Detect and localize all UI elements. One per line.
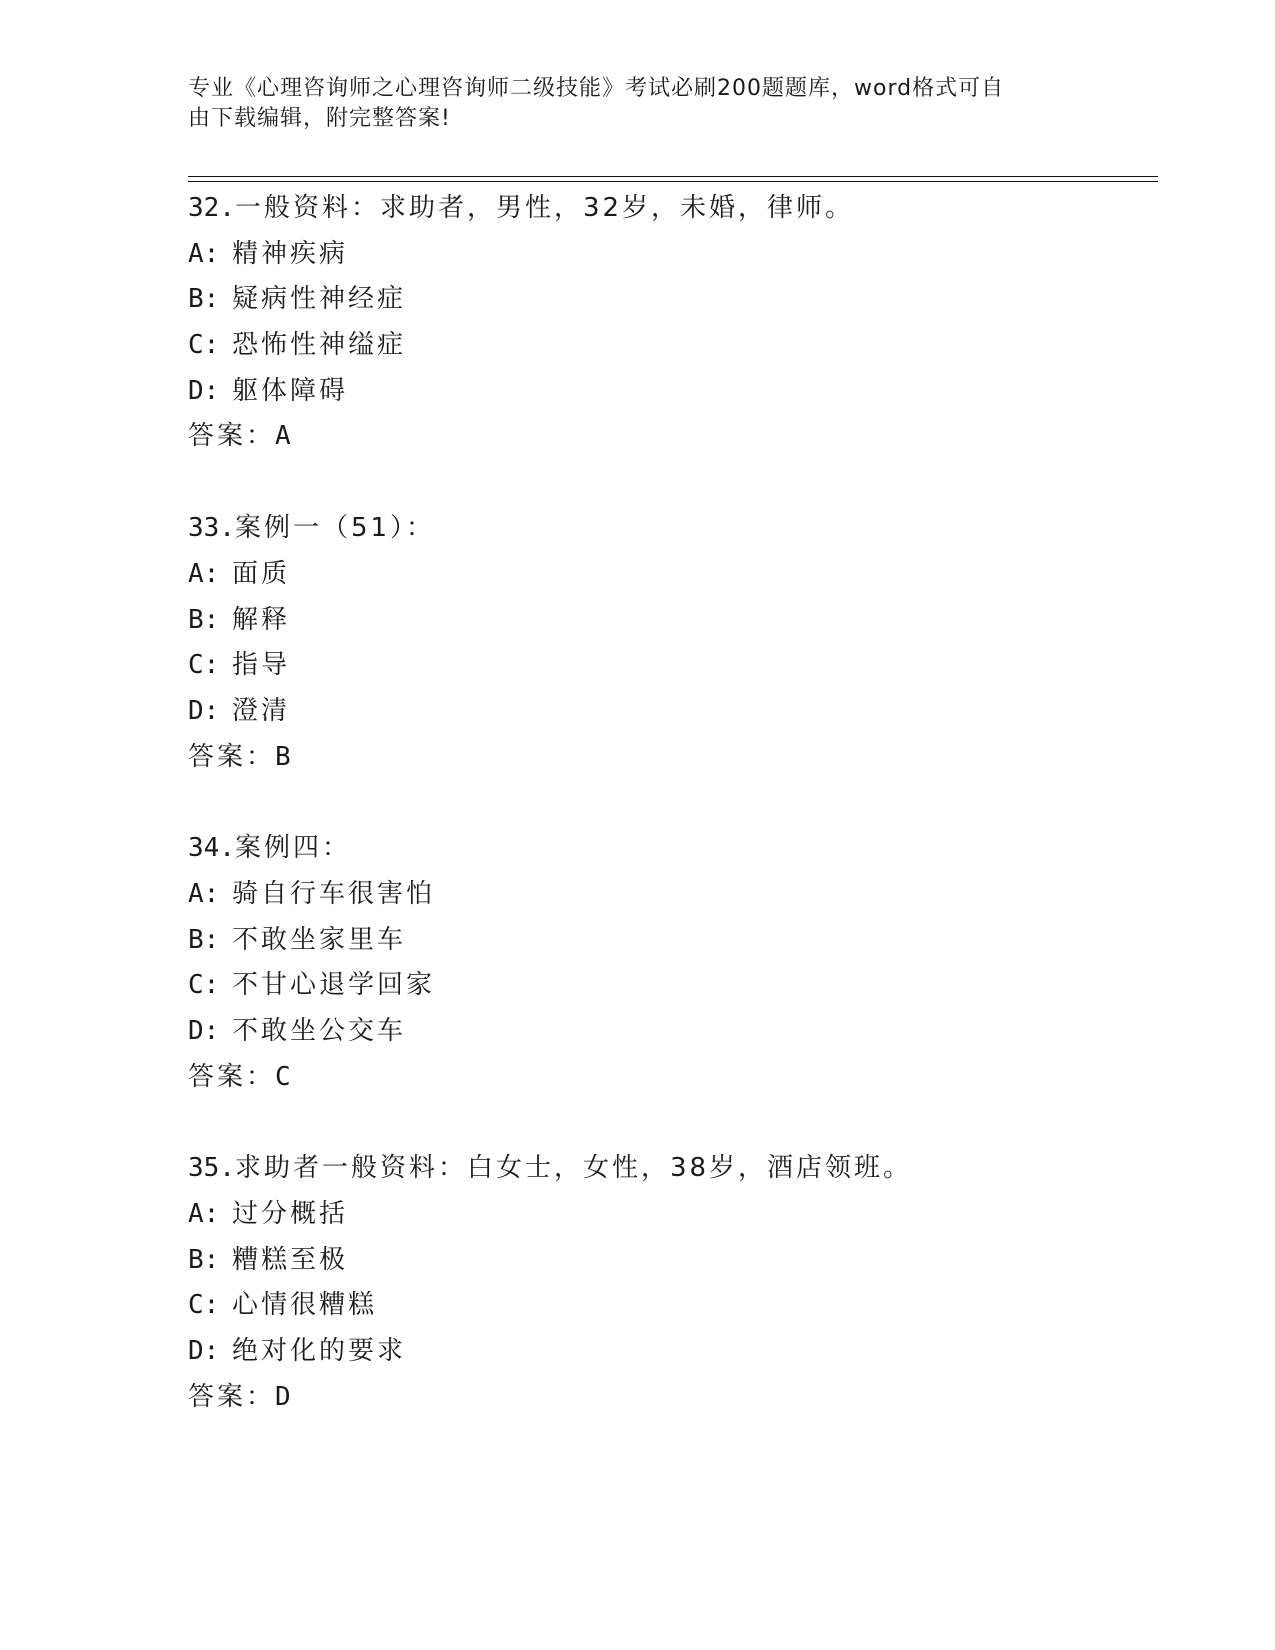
option-letter: C: (188, 650, 220, 681)
option-text: 过分概括 (232, 1199, 349, 1230)
option-letter: B: (188, 1244, 220, 1275)
answer-label: 答案： (188, 1061, 276, 1092)
answer-line (188, 414, 1148, 460)
question-number: 34. (188, 833, 235, 864)
option-letter: A: (188, 238, 220, 269)
option-d (188, 369, 1148, 415)
option-b (188, 277, 1148, 323)
option-letter: B: (188, 924, 220, 955)
option-letter: B: (188, 284, 220, 315)
option-letter: D: (188, 1016, 220, 1046)
option-text: 不敢坐公交车 (232, 1016, 407, 1046)
answer-line (188, 1055, 1148, 1101)
option-letter: A: (188, 1199, 220, 1230)
option-letter: C: (188, 330, 220, 361)
option-a (188, 232, 1148, 278)
option-text: 躯体障碍 (232, 375, 349, 406)
option-text: 糟糕至极 (232, 1244, 349, 1275)
option-letter: A: (188, 558, 220, 589)
option-text: 不甘心退学回家 (232, 970, 436, 1001)
header-rule-top (188, 176, 1158, 177)
option-text: 解释 (232, 604, 291, 635)
question-number: 32. (188, 193, 235, 223)
option-letter: D: (188, 695, 220, 726)
question-stem-line (188, 506, 1148, 552)
option-letter: C: (188, 1290, 220, 1321)
option-c (188, 643, 1148, 689)
option-text: 不敢坐家里车 (232, 924, 407, 955)
question-stem: 求助者一般资料：白女士，女性，38岁，酒店领班。 (234, 1153, 913, 1184)
question-stem: 案例四： (234, 833, 351, 864)
option-text: 心情很糟糕 (232, 1290, 378, 1321)
option-letter: A: (188, 878, 220, 909)
option-text: 骑自行车很害怕 (232, 878, 436, 909)
answer-label: 答案： (188, 421, 276, 452)
question-number: 33. (188, 513, 235, 544)
answer-label: 答案： (188, 741, 276, 772)
question-35 (188, 1146, 1148, 1420)
question-stem-line (188, 186, 1148, 232)
question-stem-line (188, 1146, 1148, 1192)
option-a (188, 552, 1148, 598)
option-d (188, 1329, 1148, 1375)
option-text: 指导 (232, 650, 291, 681)
answer-label: 答案： (188, 1381, 276, 1412)
question-34 (188, 826, 1148, 1100)
answer-line (188, 735, 1148, 781)
option-c (188, 1283, 1148, 1329)
document-header (188, 74, 1068, 134)
question-32 (188, 186, 1148, 460)
question-33 (188, 506, 1148, 780)
answer-value: B (275, 741, 294, 772)
option-letter: B: (188, 604, 220, 635)
option-d (188, 1009, 1148, 1055)
question-stem: 一般资料：求助者，男性，32岁，未婚，律师。 (234, 193, 855, 223)
option-text: 疑病性神经症 (232, 284, 407, 315)
header-rule-bottom (188, 181, 1158, 182)
option-a (188, 872, 1148, 918)
option-text: 恐怖性神缢症 (232, 330, 407, 361)
option-letter: D: (188, 1336, 220, 1367)
question-number: 35. (188, 1153, 235, 1184)
option-letter: D: (188, 375, 220, 406)
question-stem: 案例一（51）： (234, 513, 436, 544)
answer-value: A (275, 421, 294, 452)
answer-line (188, 1375, 1148, 1421)
option-text: 面质 (232, 558, 291, 589)
option-letter: C: (188, 970, 220, 1001)
header-line-2: 由下载编辑，附完整答案! (188, 106, 451, 131)
header-line-1: 专业《心理咨询师之心理咨询师二级技能》考试必刷200题题库，word格式可自 (188, 76, 1005, 101)
question-list (188, 186, 1148, 1467)
option-text: 澄清 (232, 695, 291, 726)
option-text: 精神疾病 (232, 238, 349, 269)
option-b (188, 918, 1148, 964)
option-b (188, 1238, 1148, 1284)
option-a (188, 1192, 1148, 1238)
option-b (188, 598, 1148, 644)
option-d (188, 689, 1148, 735)
option-c (188, 963, 1148, 1009)
option-text: 绝对化的要求 (232, 1336, 407, 1367)
question-stem-line (188, 826, 1148, 872)
answer-value: D (275, 1381, 294, 1412)
answer-value: C (275, 1061, 294, 1092)
option-c (188, 323, 1148, 369)
